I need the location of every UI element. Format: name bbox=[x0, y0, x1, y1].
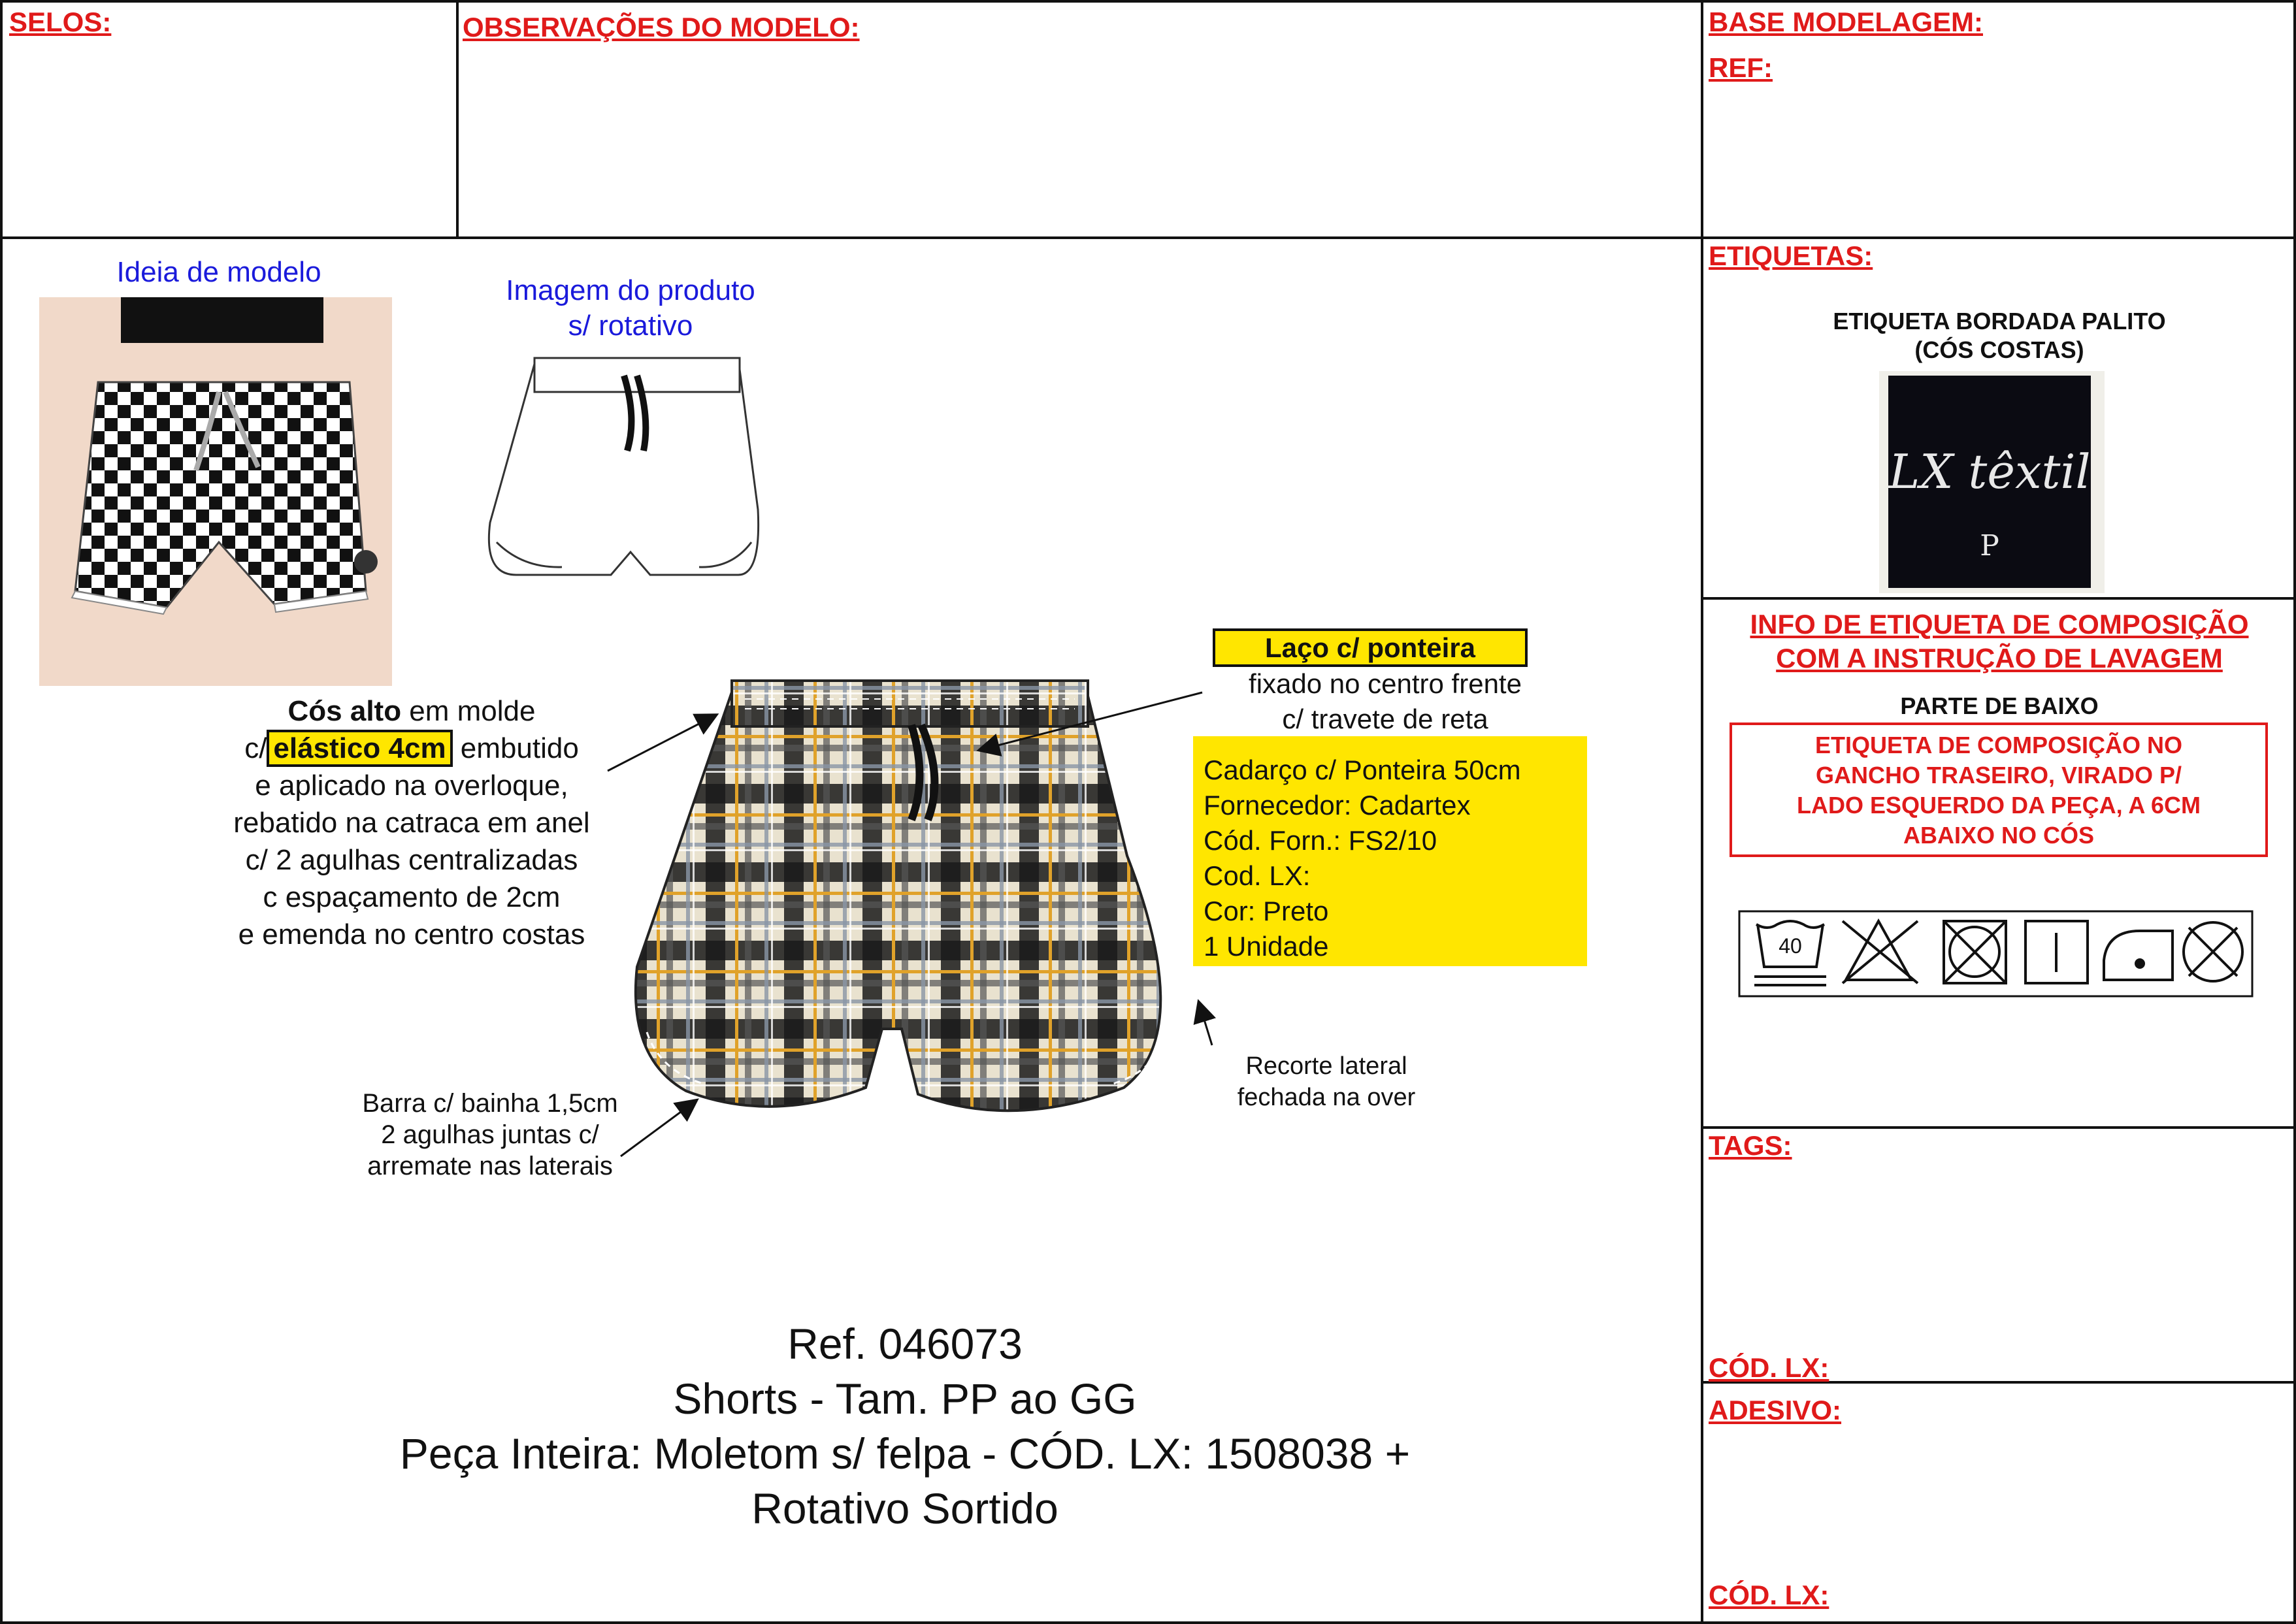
iron-low-icon bbox=[2104, 931, 2173, 980]
cos-line-1: em molde bbox=[401, 695, 536, 727]
cos-line-2-post: embutido bbox=[452, 732, 579, 764]
laco-description bbox=[1176, 666, 1594, 737]
no-tumble-dry-icon bbox=[1944, 921, 2006, 983]
no-bleach-icon bbox=[1843, 921, 1918, 983]
etiqueta-bordada-caption bbox=[1712, 307, 2287, 365]
cos-line-6: c espaçamento de 2cm bbox=[263, 881, 561, 913]
model-photo bbox=[39, 297, 392, 686]
reference-block bbox=[196, 1316, 1614, 1536]
ref-line-3: Peça Inteira: Moletom s/ felpa - CÓD. LX: 1508038 + bbox=[399, 1429, 1411, 1478]
cadarco-line-6: 1 Unidade bbox=[1204, 931, 1329, 962]
imagem-title bbox=[451, 273, 810, 344]
line-dry-icon bbox=[2025, 921, 2088, 983]
cos-line-2-pre: c/ bbox=[244, 732, 267, 764]
ref-line-4: Rotativo Sortido bbox=[751, 1484, 1058, 1533]
cadarco-line-4: Cod. LX: bbox=[1204, 860, 1311, 891]
cadarco-line-2: Fornecedor: Cadartex bbox=[1204, 790, 1471, 820]
barra-line-1: Barra c/ bainha 1,5cm bbox=[362, 1089, 618, 1118]
tags-heading: TAGS: bbox=[1709, 1130, 1792, 1161]
cos-line-3: e aplicado na overloque, bbox=[255, 770, 568, 802]
barra-line-3: arremate nas laterais bbox=[367, 1152, 613, 1180]
laco-line-1: fixado no centro frente bbox=[1249, 668, 1522, 699]
comp-line-1: ETIQUETA DE COMPOSIÇÃO NO bbox=[1814, 732, 2183, 758]
info-title-line-2: COM A INSTRUÇÃO DE LAVAGEM bbox=[1776, 643, 2223, 674]
no-dry-clean-icon bbox=[2184, 922, 2242, 981]
laco-line-2: c/ travete de reta bbox=[1282, 704, 1488, 734]
parte-de-baixo: PARTE DE BAIXO bbox=[1900, 692, 2099, 719]
cadarco-line-5: Cor: Preto bbox=[1204, 896, 1329, 926]
ref-line-1: Ref. 046073 bbox=[787, 1320, 1023, 1368]
label-brand-text: LX têxtil bbox=[1888, 444, 2091, 499]
etiqueta-bordada-line-1: ETIQUETA BORDADA PALITO bbox=[1833, 308, 2166, 334]
ref-heading: REF: bbox=[1709, 52, 1773, 83]
comp-line-3: LADO ESQUERDO DA PEÇA, A 6CM bbox=[1796, 792, 2201, 819]
etiquetas-heading: ETIQUETAS: bbox=[1709, 240, 1873, 271]
elastico-highlight: elástico 4cm bbox=[267, 730, 452, 767]
observacoes-heading: OBSERVAÇÕES DO MODELO: bbox=[463, 12, 860, 42]
comp-line-2: GANCHO TRASEIRO, VIRADO P/ bbox=[1815, 762, 2182, 788]
cadarco-line-3: Cód. Forn.: FS2/10 bbox=[1204, 825, 1437, 856]
ideia-title: Ideia de modelo bbox=[116, 256, 321, 288]
imagem-title-line-1: Imagem do produto bbox=[506, 274, 755, 306]
barra-description bbox=[314, 1088, 666, 1182]
wash-temp-label: 40 bbox=[1779, 934, 1802, 958]
recorte-line-2: fechada na over bbox=[1237, 1084, 1416, 1111]
selos-heading: SELOS: bbox=[9, 7, 112, 37]
laco-label: Laço c/ ponteira bbox=[1264, 632, 1476, 663]
etiqueta-bordada-line-2: (CÓS COSTAS) bbox=[1914, 336, 2084, 363]
cadarco-text bbox=[1204, 753, 1586, 964]
recorte-line-1: Recorte lateral bbox=[1245, 1052, 1407, 1080]
barra-line-2: 2 agulhas juntas c/ bbox=[381, 1120, 599, 1149]
comp-line-4: ABAIXO NO CÓS bbox=[1903, 822, 2095, 849]
composition-text bbox=[1733, 730, 2265, 851]
plaid-shorts-drawing bbox=[636, 681, 1166, 1111]
label-size-text: P bbox=[1980, 529, 1999, 562]
product-sketch bbox=[489, 358, 758, 575]
imagem-title-line-2: s/ rotativo bbox=[568, 310, 693, 342]
recorte-arrow bbox=[1199, 1003, 1212, 1045]
cos-description bbox=[189, 692, 634, 953]
info-etiqueta-heading bbox=[1705, 608, 2293, 675]
cos-alto-bold: Cós alto bbox=[287, 695, 402, 727]
cod-lx-tags: CÓD. LX: bbox=[1709, 1352, 1829, 1383]
recorte-description bbox=[1202, 1050, 1451, 1113]
cos-line-5: c/ 2 agulhas centralizadas bbox=[245, 844, 578, 876]
adesivo-heading: ADESIVO: bbox=[1709, 1395, 1842, 1425]
cod-lx-adesivo: CÓD. LX: bbox=[1709, 1580, 1829, 1610]
info-title-line-1: INFO DE ETIQUETA DE COMPOSIÇÃO bbox=[1750, 609, 2249, 640]
cadarco-line-1: Cadarço c/ Ponteira 50cm bbox=[1204, 755, 1521, 785]
ref-line-2: Shorts - Tam. PP ao GG bbox=[673, 1374, 1137, 1423]
cos-line-7: e emenda no centro costas bbox=[238, 918, 585, 950]
cos-line-4: rebatido na catraca em anel bbox=[233, 807, 590, 839]
base-modelagem-heading: BASE MODELAGEM: bbox=[1709, 7, 1983, 37]
